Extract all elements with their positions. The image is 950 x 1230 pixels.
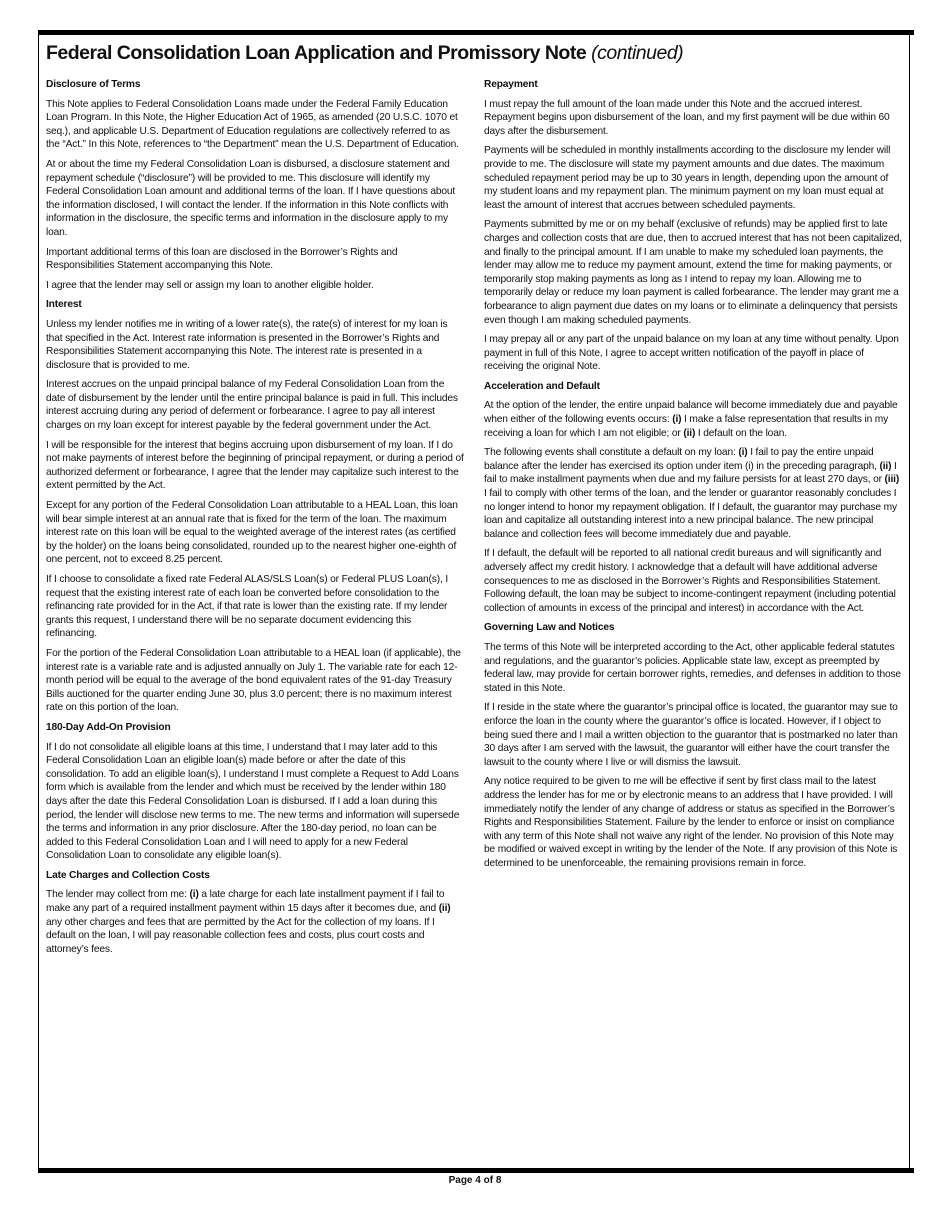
item-marker-i: (i)	[189, 889, 199, 901]
right-column	[484, 78, 902, 876]
interest-paragraph-2: Interest accrues on the unpaid principal balance of my Federal Consolidation Loan from the date of disbursement by the lender until the entire principal balance is paid in full. This includes interest accruing during any period of deferment or forbearance. I agree to pay all interest charges on my loan except for interest payable by the federal government under the Act.	[46, 379, 458, 432]
governing-heading: Governing Law and Notices	[484, 622, 615, 634]
item-marker-i: (i)	[672, 414, 682, 426]
repayment-heading: Repayment	[484, 79, 538, 90]
repayment-paragraph-3: Payments submitted by me or on my behalf (exclusive of refunds) may be applied first to late charges and collection costs that are due, then to accrued interest that has not been capitalized, and finally to the principal amount. If I am unable to make my scheduled loan payments, the lender may allow me to reduce my payment amount, extend the time for making payments, or temporarily stop making payments as long as I intend to repay my loan. Allowing me to temporarily delay or reduce my loan payment is called forbearance. The lender may grant me a forbearance to align payment due dates on my loans or to eliminate a delinquency that persists even though I am making scheduled payments.	[484, 219, 902, 326]
disclosure-paragraph-3: Important additional terms of this loan are disclosed in the Borrower’s Rights and Responsibilities Statement accompanying this Note.	[46, 246, 398, 272]
disclosure-paragraph-4: I agree that the lender may sell or assign my loan to another eligible holder.	[46, 279, 374, 291]
acceleration-p1-text-b: I make a false representation that results in my receiving a loan for which I am not eligible; or	[484, 414, 889, 439]
page-title	[46, 42, 683, 65]
acceleration-paragraph-3: If I default, the default will be reported to all national credit bureaus and will significantly and adversely affect my credit history. I acknowledge that a default will have additional adverse consequences to me as disclosed in the Borrower’s Rights and Responsibilities Statement. Following default, the loan may be subject to income-contingent repayment (including potential collection of amounts in excess of the principal and interest) in accordance with the Act.	[484, 548, 896, 614]
governing-paragraph-3: Any notice required to be given to me will be effective if sent by first class mail to the latest address the lender has for me or by electronic means to an address that I have provided. I will immediately notify the lender of any change of address or status as specified in the Borrower’s Rights and Responsibilities Statement. Failure by the lender to enforce or insist on compliance with any term of this Note shall not waive any right of the lender. No provision of this Note may be modified or waived except in writing by the lender of the Note. If any provision of this Note is determined to be unenforceable, the remaining provisions remain in force.	[484, 776, 898, 869]
top-rule	[38, 30, 914, 35]
repayment-paragraph-1: I must repay the full amount of the loan made under this Note and the accrued interest. Repayment begins upon disbursement of the loan, and my first payment will be due within 60 days after the disbursement.	[484, 98, 890, 137]
item-marker-ii: (ii)	[879, 460, 892, 472]
left-column	[46, 78, 464, 962]
addon-paragraph-1: If I do not consolidate all eligible loans at this time, I understand that I may later add to this Federal Consolidation Loan an eligible loan(s) made before or after the date of this consolidation. To add an eligible loan(s), I understand I must complete a Request to Add Loans form which is available from the lender and which must be received by the lender within 180 days after the date this Federal Consolidation Loan is disbursed. If I add a loan during this period, the lender will disclose new terms to me. The new terms and information will supersede the terms and information in any prior disclosure. After the 180-day period, no loan can be added to this Federal Consolidation Loan and I will need to apply for a new Federal Consolidation Loan to consolidate any eligible loan(s).	[46, 741, 460, 862]
acceleration-p2-text-d: I fail to comply with other terms of the loan, and the lender or guarantor reasonably concludes I no longer intend to honor my repayment obligation. If I default, the guarantor may purchase my loan and capitalize all outstanding interest into a new principal balance. The new principal balance and collection fees will become immediately due and payable.	[484, 488, 897, 540]
acceleration-paragraph-1	[484, 399, 902, 440]
interest-heading: Interest	[46, 299, 82, 311]
repayment-paragraph-4: I may prepay all or any part of the unpaid balance on my loan at any time without penalty. Upon payment in full of this Note, I agree to accept written notification of the payoff in place of receiving the original Note.	[484, 334, 899, 373]
governing-paragraph-1: The terms of this Note will be interpreted according to the Act, other applicable federal statutes and regulations, and the guarantor’s policies. Applicable state law, except as preempted by federal law, may provide for certain borrower rights, remedies, and defenses in addition to those stated in this Note.	[484, 641, 901, 694]
acceleration-paragraph-2	[484, 446, 902, 541]
late-charges-paragraph-1	[46, 888, 464, 956]
disclosure-paragraph-1: This Note applies to Federal Consolidation Loans made under the Federal Family Education Loan Program. In this Note, the Higher Education Act of 1965, as amended (20 U.S.C. 1070 et seq.), and applicable U.S. Department of Education regulations are collectively referred to as the “Act.” In this Note, references to “the Department” mean the U.S. Department of Education.	[46, 98, 459, 151]
interest-paragraph-3: I will be responsible for the interest that begins accruing upon disbursement of my loan. If I do not make payments of interest before the beginning of principal repayment, or during a period of authorized deferment or forbearance, I agree that the lender may capitalize such interest to the extent permitted by the Act.	[46, 439, 464, 492]
acceleration-p2-text-c: I fail to make installment payments when due and my failure persists for at least 270 days, or	[484, 460, 897, 486]
item-marker-i: (i)	[738, 447, 748, 459]
addon-heading: 180-Day Add-On Provision	[46, 721, 171, 733]
disclosure-heading: Disclosure of Terms	[46, 79, 141, 90]
title-continued: (continued)	[591, 42, 684, 64]
item-marker-ii: (ii)	[438, 903, 451, 915]
acceleration-p2-text-b: I fail to pay the entire unpaid balance after the lender has exercised its option under item (i) in the preceding paragraph,	[484, 447, 880, 472]
bottom-rule	[38, 1168, 914, 1173]
acceleration-p2-text-a: The following events shall constitute a default on my loan:	[484, 447, 739, 459]
interest-paragraph-6: For the portion of the Federal Consolidation Loan attributable to a HEAL loan (if applicable), the interest rate is a variable rate and is adjusted annually on July 1. The variable rate for each 12-month period will be equal to the average of the bond equivalent rates of the 91-day Treasury Bills auctioned for the quarter ending June 30, plus 3.0 percent; there is no maximum interest rate on this portion of the loan.	[46, 647, 461, 714]
late-charges-text-c: any other charges and fees that are permitted by the Act for the collection of my loans. If I default on the loan, I will pay reasonable collection fees and costs, plus court costs and attorney’s fees.	[46, 916, 435, 955]
disclosure-paragraph-2: At or about the time my Federal Consolidation Loan is disbursed, a disclosure statement and repayment schedule (“disclosure”) will be provided to me. This disclosure will identify my Federal Consolidation Loan amount and additional terms of the loan. If I have questions about the information disclosed, I will contact the lender. If the information in this Note conflicts with information in the disclosure, the specific terms and information in the disclosure apply to my loan.	[46, 158, 456, 238]
late-charges-text-a: The lender may collect from me:	[46, 889, 190, 901]
item-marker-ii: (ii)	[683, 427, 696, 439]
acceleration-p1-text-c: I default on the loan.	[695, 427, 787, 439]
item-marker-iii: (iii)	[884, 474, 900, 486]
title-main: Federal Consolidation Loan Application and Promissory Note	[46, 42, 587, 64]
interest-paragraph-5: If I choose to consolidate a fixed rate Federal ALAS/SLS Loan(s) or Federal PLUS Loan(s), I request that the existing interest rate of each loan be converted before consolidation to the refinancing rate provided for in the Act, if that rate is lower than the existing rate. If my lender grants this request, I understand there will be no separate document evidencing this refinancing.	[46, 574, 448, 640]
repayment-paragraph-2: Payments will be scheduled in monthly installments according to the disclosure my lender will provide to me. The disclosure will state my payment amounts and due dates. The maximum scheduled repayment period may be up to 30 years in length, depending upon the amount of my student loans and my repayment plan. The minimum payment on my loan must equal at least the amount of interest that accrues between scheduled payments.	[484, 145, 891, 211]
late-charges-text-b: a late charge for each late installment payment if I fail to make any part of a required installment payment within 15 days after it becomes due, and	[46, 889, 445, 915]
acceleration-p1-text-a: At the option of the lender, the entire unpaid balance will become immediately due and payable when either of the following events occurs:	[484, 400, 898, 426]
interest-paragraph-1: Unless my lender notifies me in writing of a lower rate(s), the rate(s) of interest for my loan is that specified in the Act. Interest rate information is presented in the Borrower’s Rights and Responsibilities Statement accompanying this Note. The interest rate is presented in a disclosure that is provided to me.	[46, 318, 448, 371]
late-charges-heading: Late Charges and Collection Costs	[46, 869, 210, 881]
page-number: Page 4 of 8	[448, 1175, 502, 1186]
governing-paragraph-2: If I reside in the state where the guarantor’s principal office is located, the guarantor may sue to enforce the loan in the county where the guarantor’s office is located. However, if I object to being sued there and I mail a written objection to the guarantor that is postmarked no later than 30 days after I am served with the lawsuit, the guarantor will either have the court transfer the lawsuit to the county where I live or will dismiss the lawsuit.	[484, 702, 898, 768]
interest-paragraph-4: Except for any portion of the Federal Consolidation Loan attributable to a HEAL Loan, this loan will bear simple interest at an annual rate that is fixed for the term of the loan. The maximum interest rate on this loan will be equal to the weighted average of the interest rates (as certified by the holder) on the loans being consolidated, rounded up to the nearest higher one-eighth of one percent, not to exceed 8.25 percent.	[46, 500, 458, 566]
acceleration-heading: Acceleration and Default	[484, 380, 600, 392]
